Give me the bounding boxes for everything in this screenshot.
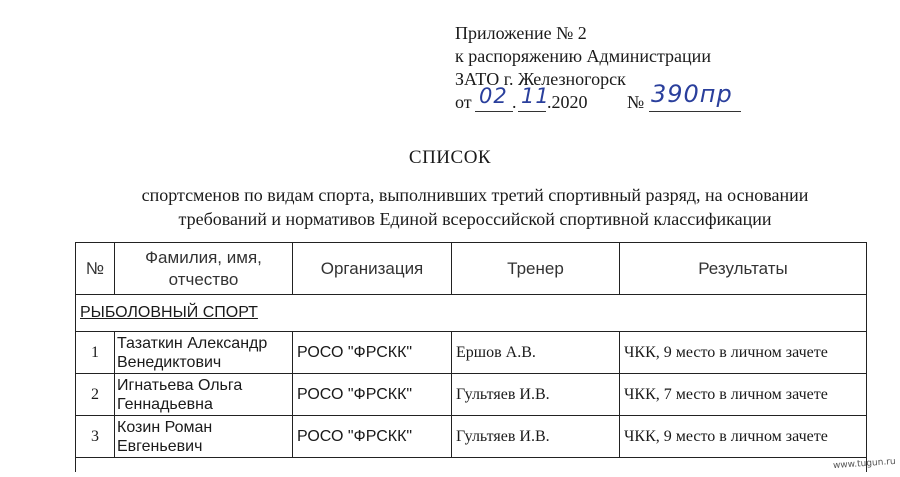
table-row [76, 332, 867, 374]
appendix-line-2: к распоряжению Администрации [455, 46, 711, 66]
number-prefix: № [627, 92, 645, 112]
row-name [115, 332, 293, 374]
appendix-header [455, 22, 733, 115]
header-coach: Тренер [452, 243, 620, 295]
section-title: РЫБОЛОВНЫЙ СПОРТ [80, 304, 258, 321]
row-name-second: Евгеньевич [117, 437, 203, 455]
number-underline [649, 111, 741, 112]
document-number-handwritten: 390пр [651, 80, 733, 108]
row-name [115, 416, 293, 458]
day-underline [475, 111, 513, 112]
table-row [76, 374, 867, 416]
header-num: № [76, 243, 115, 295]
document-title: СПИСОК [408, 147, 492, 168]
athletes-table [75, 242, 867, 472]
table-row [76, 416, 867, 458]
cut-off-cell [76, 458, 867, 473]
row-name-first: Игнатьева Ольга [117, 376, 243, 394]
row-name-second: Геннадьевна [117, 395, 213, 413]
row-name-second: Венедиктович [117, 353, 222, 371]
header-name: Фамилия, имя, отчество [115, 243, 293, 295]
document-subtitle [60, 183, 890, 231]
row-organization: РОСО "ФРСКК" [293, 374, 452, 416]
row-num: 1 [76, 332, 115, 374]
row-coach: Гультяев И.В. [452, 416, 620, 458]
row-result: ЧКК, 9 место в личном зачете [620, 332, 867, 374]
date-prefix: от [455, 92, 472, 112]
date-month-handwritten: 11 [521, 84, 550, 108]
date-dot: . [512, 92, 517, 112]
row-result: ЧКК, 7 место в личном зачете [620, 374, 867, 416]
header-results: Результаты [620, 243, 867, 295]
table-row-cut-off [76, 458, 867, 473]
date-number-line [455, 80, 733, 115]
appendix-line-1: Приложение № 2 [455, 23, 587, 43]
section-row [76, 295, 867, 332]
row-name-first: Козин Роман [117, 418, 213, 436]
month-underline [518, 111, 546, 112]
date-day-handwritten: 02 [479, 84, 508, 108]
header-organization: Организация [293, 243, 452, 295]
row-num: 3 [76, 416, 115, 458]
row-name-first: Тазаткин Александр [117, 334, 268, 352]
subtitle-line-1: спортсменов по видам спорта, выполнивших третий спортивный разряд, на основании [141, 185, 809, 205]
appendix-line-3: ЗАТО г. Железногорск [455, 69, 626, 89]
row-organization: РОСО "ФРСКК" [293, 416, 452, 458]
table-header-row [76, 243, 867, 295]
date-year: .2020 [547, 92, 588, 112]
section-cell [76, 295, 867, 332]
watermark: www.tugun.ru [832, 456, 897, 472]
row-result: ЧКК, 9 место в личном зачете [620, 416, 867, 458]
subtitle-line-2: требований и нормативов Единой всероссийской спортивной классификации [178, 209, 772, 229]
row-name [115, 374, 293, 416]
row-coach: Ершов А.В. [452, 332, 620, 374]
row-num: 2 [76, 374, 115, 416]
row-organization: РОСО "ФРСКК" [293, 332, 452, 374]
row-coach: Гультяев И.В. [452, 374, 620, 416]
